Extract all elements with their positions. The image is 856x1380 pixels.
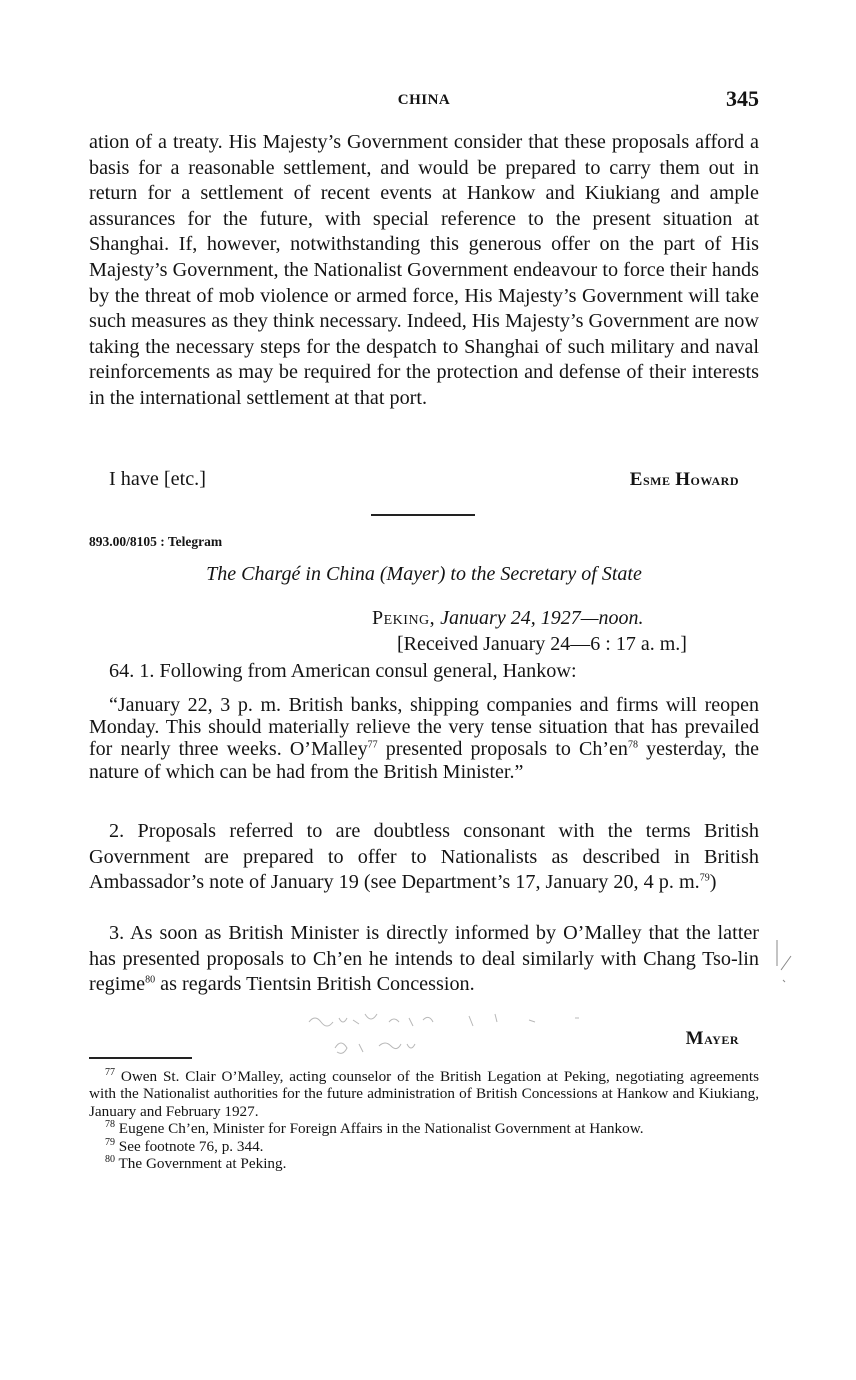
letter-signature: Esme Howard (629, 469, 739, 490)
footnote-ref-77: 77 (367, 739, 378, 751)
footnote-ref-80: 80 (145, 974, 156, 986)
faint-stamp-marks (299, 1000, 659, 1070)
quoted-message: “January 22, 3 p. m. British banks, shipping companies and firms will reopen Monday. This should materially relieve the very tense situation that has prevailed for nearly three weeks. O’Malley$^{77}$ presented proposals to $Ch’en^{78}$ yesterday, the nature of which can be had from the British Minister.” (89, 694, 760, 783)
page-number: 345 (726, 86, 759, 111)
footnote-ref-79: 79 (699, 872, 710, 884)
signature-text: sme (642, 470, 676, 489)
margin-mark (773, 936, 797, 992)
running-head: CHINA (397, 92, 451, 108)
dateline-place: Peking, (372, 607, 436, 629)
footnote-79: $^{79}$ See footnote 76, p. 344. (105, 1136, 264, 1155)
footnote-78: $^{78}$ Eugene Ch’en, Minister for Foreign Affairs in the Nationalist Government at Hankow. (105, 1119, 644, 1138)
footnotes (89, 1068, 759, 1172)
telegram-paragraph-2: 2. Proposals referred to are doubtless consonant with the terms British Government are prepared to offer to Nationalists as described in British Ambassador’s note of January 19 (see Department’s 17, January 20, 4 p. m.$^{79}$) (89, 820, 759, 894)
letter-closing (89, 467, 759, 493)
section-divider (371, 514, 475, 516)
telegram-paragraph-3: 3. As soon as British Minister is directly informed by O’Malley that the latter has presented proposals to Ch’en he intends to deal similarly with Chang Tso-lin regime$^{80}$ as regards Tientsin British Concession. (89, 922, 759, 996)
dateline (372, 607, 644, 630)
footnote-80: $^{80}$ The Government at Peking. (105, 1153, 287, 1173)
footnote-77: $^{77}$ Owen St. Clair O’Malley, acting counselor of the British Legation at Peking, negotiating agreements with the Nationalist authorities for the future administration of British Concessions at Hankow and Kiukiang, January and February 1927. (89, 1066, 759, 1120)
document-title: The Chargé in China (Mayer) to the Secretary of State (206, 563, 642, 585)
footnote-divider (89, 1057, 192, 1059)
dateline-date: January 24, 1927—noon. (440, 607, 644, 629)
closing-formula: I have [etc.] (109, 468, 206, 490)
letter-paragraph: ation of a treaty. His Majesty’s Government consider that these proposals afford a basis for a reasonable settlement, and would be prepared to carry them out in return for a settlement of recent events at Hankow and Kiukiang and ample assurances for the future, with special reference to the present situation at Shanghai. If, however, notwithstanding this generous offer on the part of His Majesty’s Government, the Nationalist Government endeavour to force their hands by the threat of mob violence or armed force, His Majesty’s Government will take such measures as they think necessary. Indeed, His Majesty’s Government are now taking the necessary steps for the despatch to Shanghai of such military and naval reinforcements as may be required for the protection and defense of their interests in the international settlement at that port. (89, 131, 759, 409)
telegram-signature: Mayer (685, 1028, 739, 1049)
page-header (89, 86, 759, 116)
received-line: [Received January 24—6 : 17 a. m.] (397, 633, 687, 655)
telegram-paragraph-1: 64. 1. Following from American consul general, Hankow: (109, 660, 577, 682)
footnote-ref-78: 78 (627, 739, 638, 751)
file-reference: 893.00/8105 : Telegram (89, 534, 223, 549)
